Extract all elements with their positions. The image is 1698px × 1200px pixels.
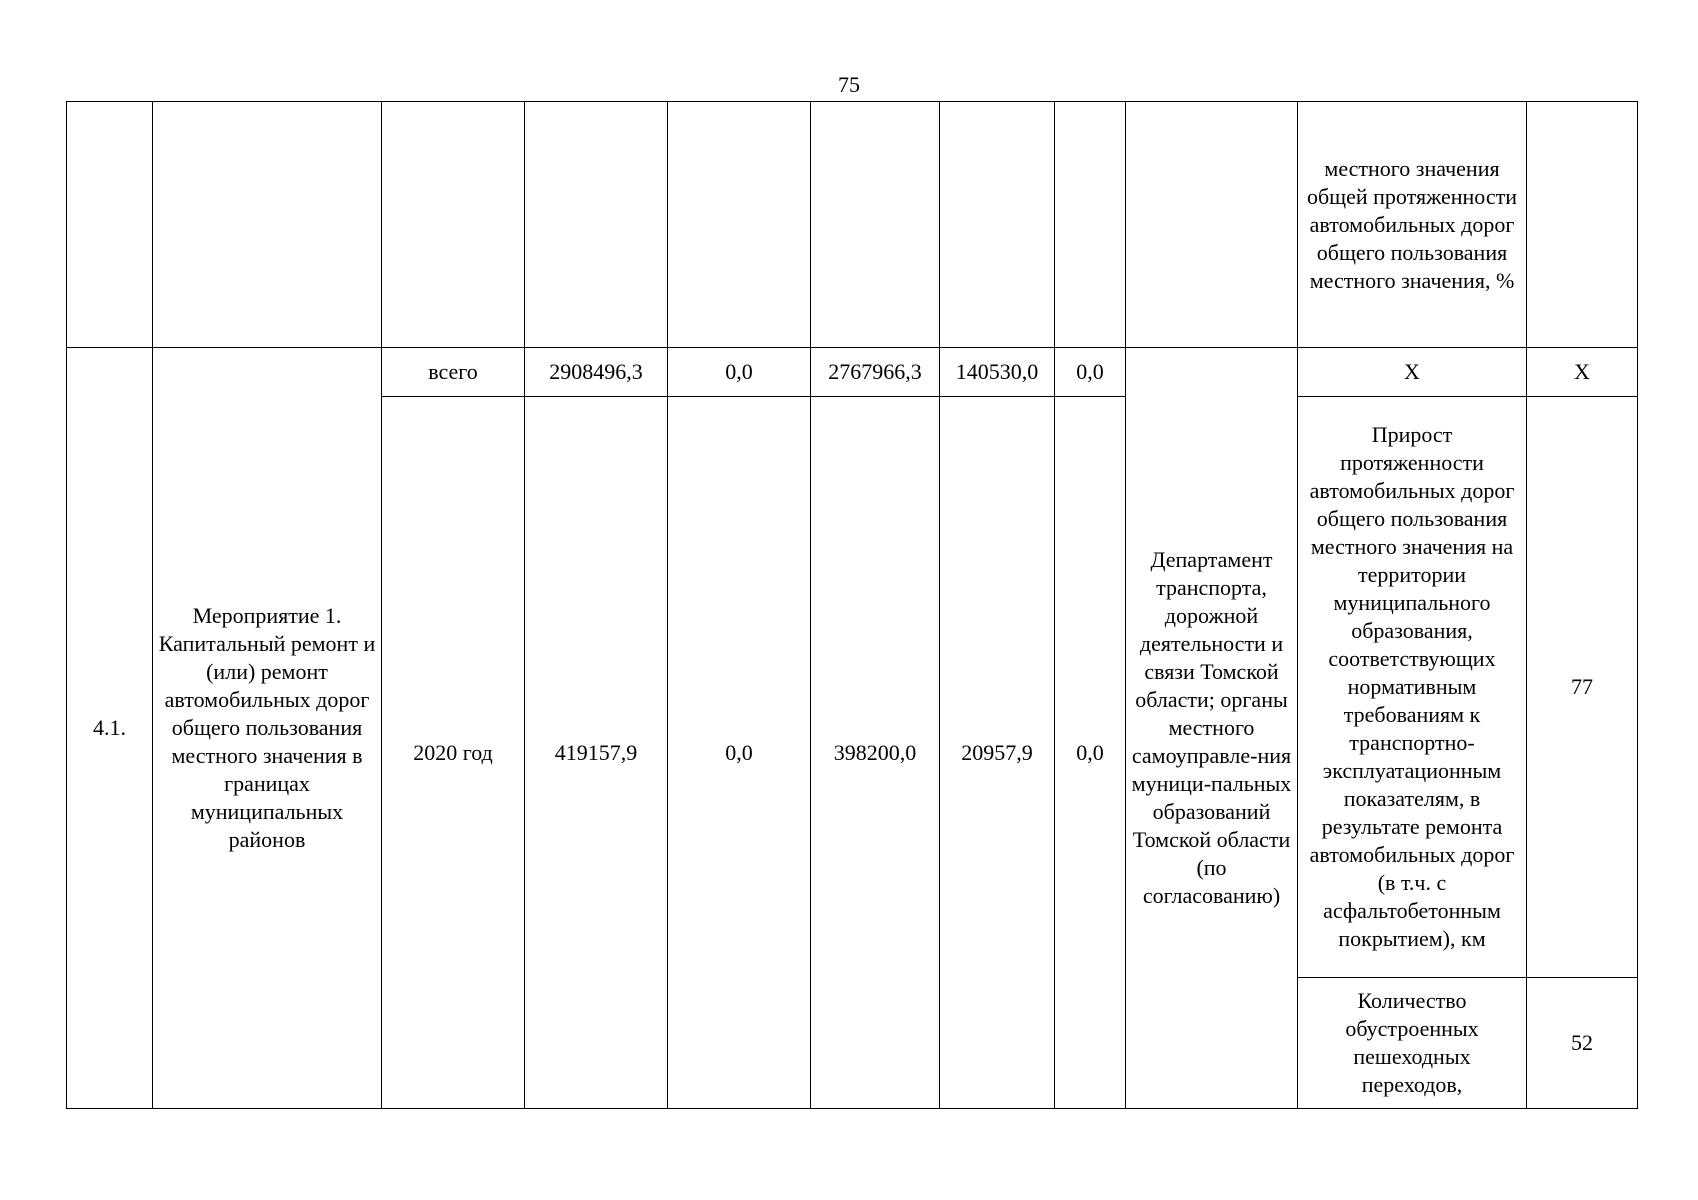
continuation-row bbox=[67, 102, 1638, 348]
cell-empty bbox=[811, 102, 940, 348]
item-total-row bbox=[67, 348, 1638, 397]
year-col2: 0,0 bbox=[668, 397, 811, 1109]
cell-empty bbox=[67, 102, 153, 348]
total-value: Х bbox=[1527, 348, 1638, 397]
total-col1: 2908496,3 bbox=[525, 348, 668, 397]
total-col2: 0,0 bbox=[668, 348, 811, 397]
total-col3: 2767966,3 bbox=[811, 348, 940, 397]
cell-empty bbox=[1527, 102, 1638, 348]
cell-empty bbox=[153, 102, 382, 348]
page-number: 75 bbox=[838, 72, 860, 97]
cell-empty bbox=[1126, 102, 1298, 348]
executor: Департамент транспорта, дорожной деятельности и связи Томской области; органы местного самоуправле-ния муници-пальных образований Томской области (по согласованию) bbox=[1126, 348, 1298, 1109]
indicator-2-value: 52 bbox=[1527, 978, 1638, 1109]
year-col5: 0,0 bbox=[1055, 397, 1126, 1109]
indicator-1-text: Прирост протяженности автомобильных дорог общего пользования местного значения на территории муниципального образования, соответствующих нормативным требованиям к транспортно-эксплуатационным показателям, в результате ремонта автомобильных дорог (в т.ч. с асфальтобетонным покрытием), км bbox=[1298, 397, 1527, 978]
total-col4: 140530,0 bbox=[940, 348, 1055, 397]
indicator-1-value: 77 bbox=[1527, 397, 1638, 978]
indicator-2-text: Количество обустроенных пешеходных переходов, bbox=[1298, 978, 1527, 1109]
period-year: 2020 год bbox=[382, 397, 525, 1109]
cell-empty bbox=[525, 102, 668, 348]
cell-empty bbox=[1055, 102, 1126, 348]
year-col3: 398200,0 bbox=[811, 397, 940, 1109]
cell-empty bbox=[668, 102, 811, 348]
total-col5: 0,0 bbox=[1055, 348, 1126, 397]
total-indicator: Х bbox=[1298, 348, 1527, 397]
year-col1: 419157,9 bbox=[525, 397, 668, 1109]
cell-empty bbox=[940, 102, 1055, 348]
indicator-continuation: местного значения общей протяженности автомобильных дорог общего пользования местного значения, % bbox=[1298, 102, 1527, 348]
cell-empty bbox=[382, 102, 525, 348]
item-number: 4.1. bbox=[67, 348, 153, 1109]
year-col4: 20957,9 bbox=[940, 397, 1055, 1109]
item-name: Мероприятие 1. Капитальный ремонт и (или) ремонт автомобильных дорог общего пользования местного значения в границах муниципальных районов bbox=[153, 348, 382, 1109]
program-table bbox=[66, 101, 1638, 1109]
period-total: всего bbox=[382, 348, 525, 397]
